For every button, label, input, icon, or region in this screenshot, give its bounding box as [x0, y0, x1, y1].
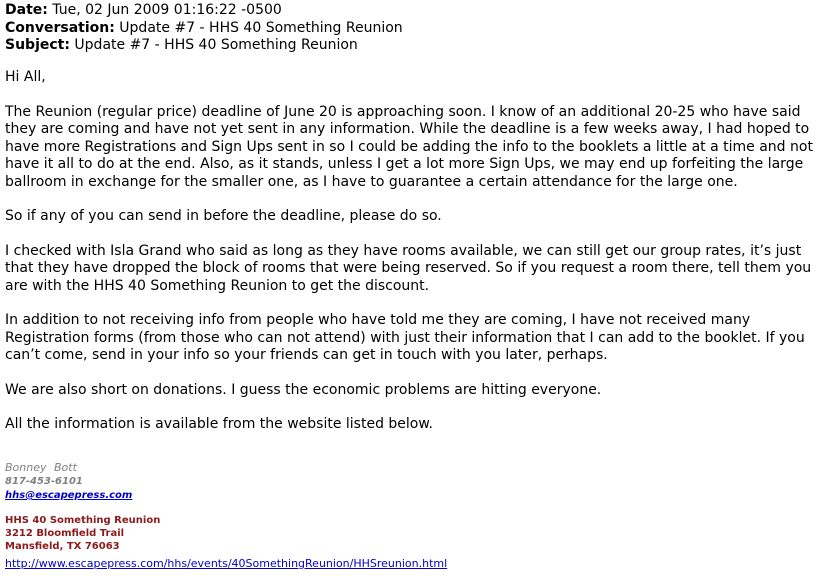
website-link[interactable]: http://www.escapepress.com/hhs/events/40SomethingReunion/HHSreunion.html — [5, 557, 448, 570]
date-row — [5, 2, 403, 20]
signature-name: Bonney Bott — [5, 461, 77, 474]
organization-block — [5, 514, 160, 553]
signature-phone: 817-453-6101 — [5, 476, 83, 487]
body-paragraph-send-in: So if any of you can send in before the deadline, please do so. — [5, 208, 442, 224]
body-paragraph-donations: We are also short on donations. I guess the economic problems are hitting everyone. — [5, 381, 602, 398]
organization-street: 3212 Bloomfield Trail — [5, 528, 125, 539]
email-body — [5, 69, 817, 451]
organization-city: Mansfield, TX 76063 — [5, 541, 120, 552]
subject-value: Update #7 - HHS 40 Something Reunion — [69, 37, 358, 53]
body-paragraph-website: All the information is available from the website listed below. — [5, 416, 433, 432]
email-header — [5, 2, 403, 55]
signature-email-link[interactable]: hhs@escapepress.com — [5, 490, 133, 501]
conversation-label: Conversation: — [5, 19, 115, 36]
body-paragraph-hotel: I checked with Isla Grand who said as long as they have rooms available, we can still get our group rates, it’s just that they have dropped the block of rooms that were being reserved. So if you request a room there, tell them you are with the HHS 40 Something Reunion to get the discount. — [5, 242, 812, 294]
conversation-row — [5, 20, 403, 38]
signature-block — [5, 461, 132, 503]
body-paragraph-registration: In addition to not receiving info from people who have told me they are coming, I have not received many Registration forms (from those who can not attend) with just their information that I can add to the booklet. If you can’t come, send in your info so your friends can get in touch with you later, perhaps. — [5, 312, 805, 363]
subject-row — [5, 37, 403, 55]
body-paragraph-deadline: The Reunion (regular price) deadline of June 20 is approaching soon. I know of an additional 20-25 who have said they are coming and have not yet sent in any information. While the deadline is a few weeks away, I had hoped to have more Registrations and Sign Ups sent in so I could be adding the info to the booklets a little at a time and not have it all to do at the end. Also, as it stands, unless I get a lot more Sign Ups, we may end up forfeiting the large ballroom in exchange for the smaller one, as I have to guarantee a certain attendance for the large one. — [5, 103, 813, 190]
conversation-value: Update #7 - HHS 40 Something Reunion — [114, 19, 403, 36]
greeting: Hi All, — [5, 69, 46, 85]
organization-name: HHS 40 Something Reunion — [5, 515, 161, 526]
date-value: Tue, 02 Jun 2009 01:16:22 -0500 — [47, 2, 282, 18]
subject-label: Subject: — [5, 37, 70, 53]
date-label: Date: — [5, 2, 48, 18]
